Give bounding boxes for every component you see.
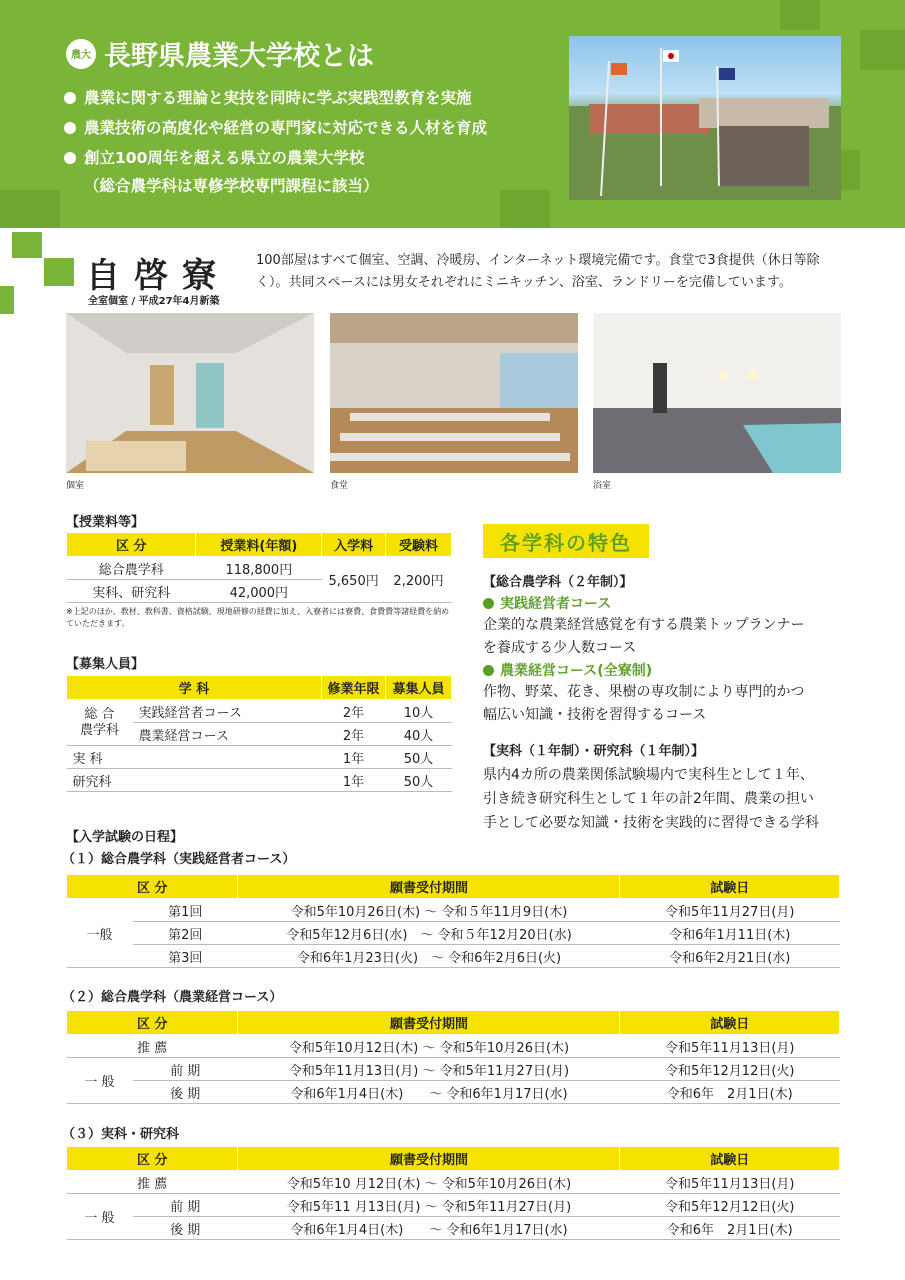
exam-s3-title: （３）実科・研究科 <box>62 1127 180 1142</box>
course-2-label: 農業経営コース(全寮制) <box>483 660 652 683</box>
dorm-title: 自啓寮 <box>86 256 230 296</box>
exam-heading: 【入学試験の日程】 <box>66 830 184 845</box>
campus-photo <box>569 36 841 200</box>
bullet-note: （総合農学科は専修学校専門課程に該当） <box>84 177 379 195</box>
dorm-subtitle: 全室個室 / 平成27年4月新築 <box>88 296 220 307</box>
exam-s1-title: （１）総合農学科（実践経営者コース） <box>62 852 296 867</box>
tuition-table: 区 分 授業料(年額) 入学料 受験料 総合農学科 118,800円 5,650円 2,200円 実科、研究科 42,000円 <box>66 532 452 603</box>
tuition-note: ※上記のほか、教材、教科書、資格試験、現地研修の経費に加え、入寮者には寮費、食費費等諸経費を納めていただきます。 <box>66 607 450 628</box>
features-h1: 【総合農学科（２年制）】 <box>483 575 633 590</box>
dining-photo <box>330 313 578 473</box>
course-1-text: 企業的な農業経営感覚を有する農業トップランナー を養成する少人数コース <box>483 617 805 656</box>
bullet-1: 農業に関する理論と実技を同時に学ぶ実践型教育を実施 <box>64 86 472 108</box>
school-logo-icon: 農大 <box>66 39 96 69</box>
features-h2: 【実科（１年制）・研究科（１年制）】 <box>483 744 705 759</box>
bullet-2: 農業技術の高度化や経営の専門家に対応できる人材を育成 <box>64 116 487 138</box>
exam-table-1: 区 分 願書受付期間 試験日 一般 第1回 令和5年10月26日(木) ～ 令和５年11月9日(木) 令和5年11月27日(月) 第2回 令和5年12月6日(水) ～ 令和５年12月20日(水) 令和6年1月11日(木) 第3回 令和6年1月23日(火) ～ 令和6年2月6日(火) 令和6年2月21日(水) <box>66 874 840 968</box>
exam-table-2: 区 分 願書受付期間 試験日 推 薦 令和5年10月12日(木) ～ 令和5年10月26日(木) 令和5年11月13日(月) 一 般 前 期 令和5年11月13日(月) ～ 令和5年11月27日(月) 令和5年12月12日(火) 後 期 令和6年1月4日(木) ～ 令和6年1月17日(水) 令和6年 2月1日(木) <box>66 1010 840 1104</box>
exam-s2-title: （２）総合農学科（農業経営コース） <box>62 990 283 1005</box>
features-h2-text: 県内4カ所の農業関係試験場内で実科生として１年、 引き続き研究科生として１年の計2年間、農業の担い 手として必要な知識・技術を実践的に習得できる学科 <box>483 767 819 831</box>
exam-table-3: 区 分 願書受付期間 試験日 推 薦 令和5年10 月12日(木) ～ 令和5年10月26日(木) 令和5年11月13日(月) 一 般 前 期 令和5年11 月13日(月) ～ 令和5年11月27日(月) 令和5年12月12日(火) 後 期 令和6年1月4日(木) ～ 令和6年1月17日(水) 令和6年 2月1日(木) <box>66 1146 840 1240</box>
features-badge: 各学科の特色 <box>483 524 649 558</box>
caption-dining: 食堂 <box>330 481 349 491</box>
course-1-label: 実践経営者コース <box>483 593 611 616</box>
tuition-heading: 【授業料等】 <box>66 515 145 530</box>
page-title: 農大 長野県農業大学校とは <box>66 34 374 73</box>
caption-room: 個室 <box>66 481 85 491</box>
header-banner <box>0 0 905 228</box>
recruit-table: 学 科 修業年限 募集人員 総 合 農学科 実践経営者コース 2年 10人 農業経営コース 2年 40人 実 科 1年 50人 研究科 1年 50人 <box>66 675 452 792</box>
course-2-text: 作物、野菜、花き、果樹の専攻制により専門的かつ 幅広い知識・技術を習得するコース <box>483 684 805 723</box>
caption-bath: 浴室 <box>593 481 612 491</box>
room-photo <box>66 313 314 473</box>
bath-photo <box>593 313 841 473</box>
recruit-heading: 【募集人員】 <box>66 657 145 672</box>
dorm-description: 100部屋はすべて個室、空調、冷暖房、インターネット環境完備です。食堂で3食提供（休日等除く）。共同スペースには男女それぞれにミニキッチン、浴室、ランドリーを完備しています。 <box>256 253 820 290</box>
bullet-3: 創立100周年を超える県立の農業大学校 <box>64 146 364 168</box>
